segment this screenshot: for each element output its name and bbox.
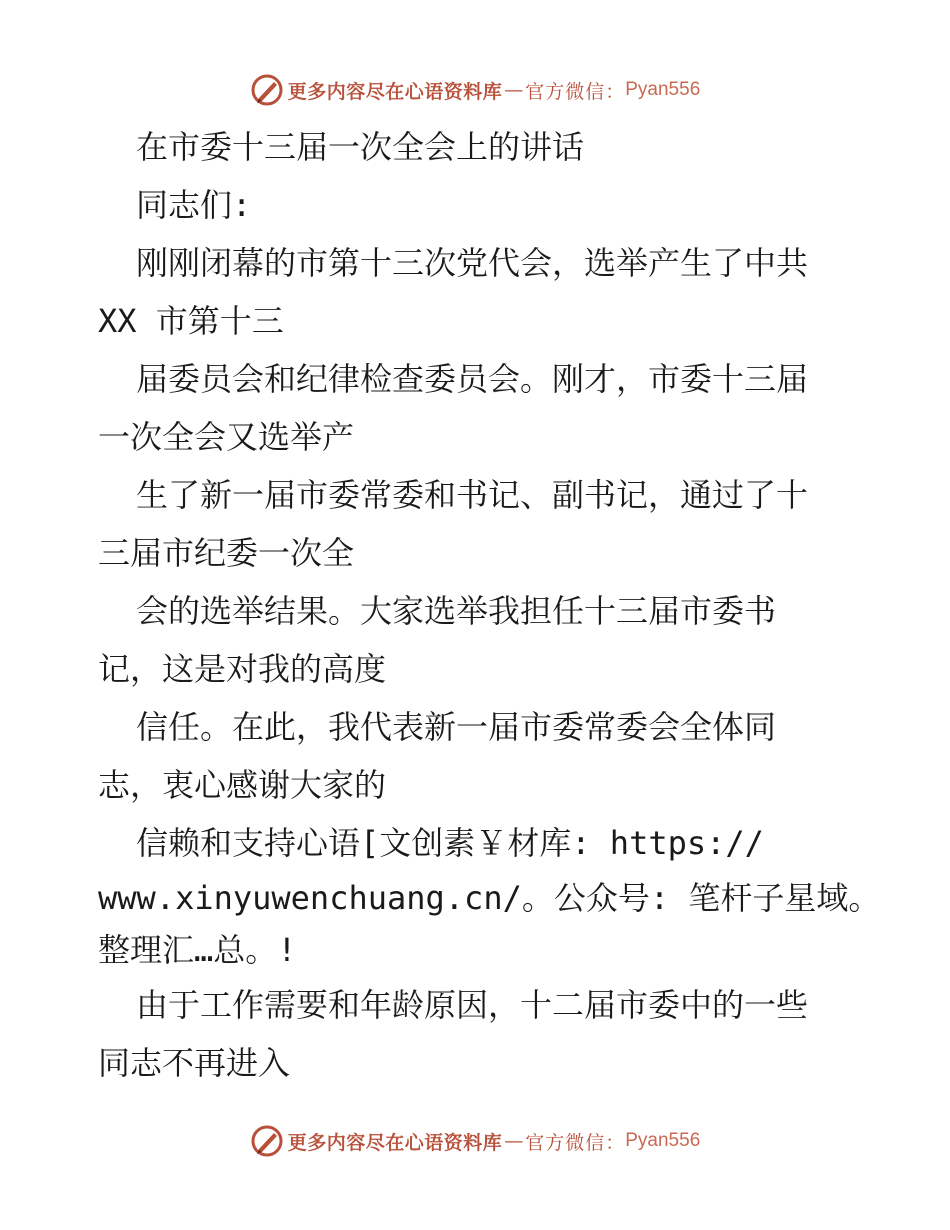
pen-logo-icon <box>250 1124 284 1158</box>
paragraph-line: 三届市纪委一次全 <box>98 534 355 572</box>
footer-wechat-id: Pyan556 <box>625 1130 701 1151</box>
header-wechat-id: Pyan556 <box>625 79 701 100</box>
paragraph-line: 生了新一届市委常委和书记、副书记，通过了十 <box>136 476 809 514</box>
paragraph-line: 记，这是对我的高度 <box>98 650 387 688</box>
paragraph-line-url: www.xinyuwenchuang.cn/。公众号: 笔杆子星域。 <box>98 879 881 917</box>
paragraph-line: 由于工作需要和年龄原因，十二届市委中的一些 <box>136 986 809 1024</box>
paragraph-line: 会的选举结果。大家选举我担任十三届市委书 <box>136 592 777 630</box>
paragraph-line: 信任。在此，我代表新一届市委常委会全体同 <box>136 708 777 746</box>
page-header <box>0 70 950 110</box>
footer-dash: — <box>504 1130 524 1152</box>
pen-logo-icon <box>250 73 284 107</box>
salutation: 同志们: <box>136 186 252 224</box>
paragraph-line: 刚刚闭幕的市第十三次党代会，选举产生了中共 <box>136 244 809 282</box>
paragraph-line: 志，衷心感谢大家的 <box>98 766 387 804</box>
document-title: 在市委十三届一次全会上的讲话 <box>136 128 585 166</box>
page-footer <box>0 1121 950 1161</box>
header-official-label: 官方微信： <box>525 80 626 103</box>
document-body <box>98 118 881 1092</box>
paragraph-line: 届委员会和纪律检查委员会。刚才，市委十三届 <box>136 360 809 398</box>
paragraph-line: 同志不再进入 <box>98 1044 291 1082</box>
paragraph-line: 信赖和支持心语[文创素￥材库: https:// <box>136 824 764 862</box>
paragraph-line: 整理汇…总。! <box>98 931 297 969</box>
header-dash: — <box>504 79 524 101</box>
footer-official-label: 官方微信： <box>525 1131 626 1154</box>
footer-brand: 更多内容尽在心语资料库 <box>287 1131 503 1154</box>
paragraph-line: XX 市第十三 <box>98 302 284 340</box>
header-brand: 更多内容尽在心语资料库 <box>287 80 503 103</box>
paragraph-line: 一次全会又选举产 <box>98 418 355 456</box>
